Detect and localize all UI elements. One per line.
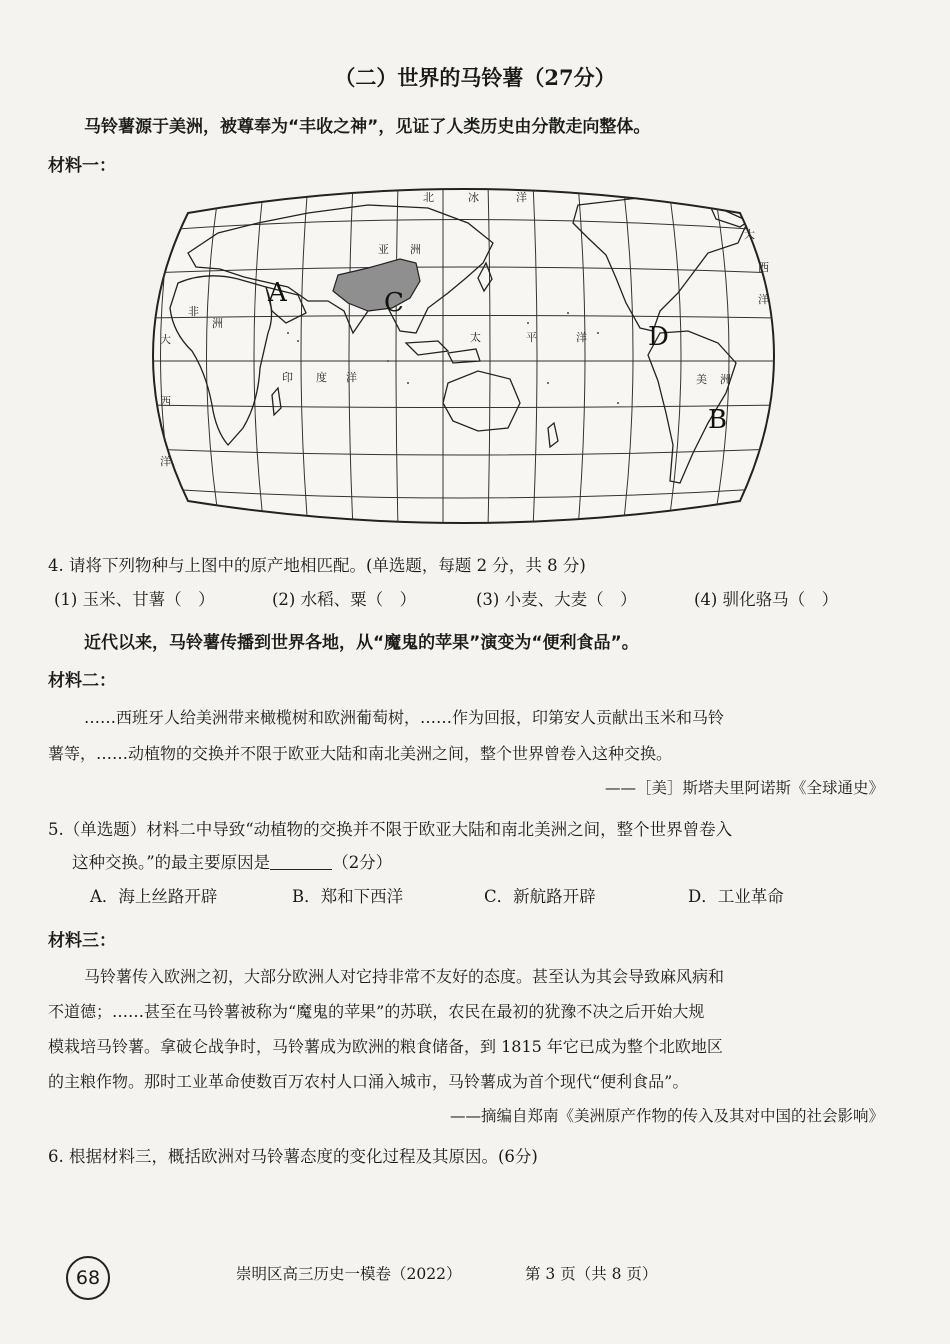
- world-map: [148, 183, 778, 528]
- section-title: （二）世界的马铃薯（27分）: [334, 65, 616, 90]
- map-char-zhou2: 洲: [720, 373, 731, 386]
- map-char-bei: 北: [423, 191, 434, 204]
- material2-source: ——［美］斯塔夫里阿诺斯《全球通史》: [604, 779, 884, 797]
- material3-label: 材料三：: [48, 931, 116, 951]
- map-label-b: B: [708, 405, 728, 435]
- q4-item-2: (2) 水稻、粟（ ）: [272, 590, 417, 609]
- material3-line1: 马铃薯传入欧洲之初，大部分欧洲人对它持非常不友好的态度。甚至认为其会导致麻风病和: [84, 967, 725, 986]
- map-char-yang4: 洋: [346, 371, 357, 384]
- map-char-da2: 大: [160, 333, 171, 346]
- q6-stem: 6. 根据材料三，概括欧洲对马铃薯态度的变化过程及其原因。(6分): [48, 1147, 538, 1166]
- map-char-tai: 太: [470, 331, 481, 344]
- map-char-xi2: 西: [160, 395, 171, 408]
- map-char-fei: 非: [188, 305, 199, 318]
- map-char-zhou3: 洲: [410, 243, 421, 256]
- q5-option-a: A．海上丝路开辟: [90, 887, 218, 906]
- q5-options: [90, 882, 784, 912]
- material3-line3: 模栽培马铃薯。拿破仑战争时，马铃薯成为欧洲的粮食储备，到 1815 年它已成为整个北欧地区: [48, 1037, 723, 1056]
- q4-items: [54, 585, 904, 615]
- map-char-yang5: 洋: [160, 455, 171, 468]
- intro-text: 马铃薯源于美洲，被尊奉为“丰收之神”，见证了人类历史由分散走向整体。: [84, 117, 651, 137]
- map-label-c: C: [384, 288, 404, 318]
- map-char-yang3: 洋: [576, 331, 587, 344]
- material1-label: 材料一：: [48, 156, 116, 176]
- map-char-xi1: 西: [758, 261, 769, 274]
- map-char-ping: 平: [526, 331, 537, 344]
- q4-item-3: (3) 小麦、大麦（ ）: [476, 590, 637, 609]
- map-char-yang1: 洋: [516, 191, 527, 204]
- q5-answer-blank[interactable]: [270, 851, 332, 870]
- q5-option-d: D．工业革命: [688, 887, 784, 906]
- q4-item-4: (4) 驯化骆马（ ）: [694, 590, 839, 609]
- q5-stem-part1: 这种交换。”的最主要原因是: [72, 853, 271, 872]
- map-char-ya: 亚: [378, 243, 389, 256]
- page-badge: 68: [66, 1256, 110, 1300]
- q5-option-b: B．郑和下西洋: [292, 887, 404, 906]
- map-label-a: A: [268, 278, 287, 308]
- transition-text: 近代以来，马铃薯传播到世界各地，从“魔鬼的苹果”演变为“便利食品”。: [84, 633, 639, 653]
- material3-line2: 不道德；……甚至在马铃薯被称为“魔鬼的苹果”的苏联，农民在最初的犹豫不决之后开始大规: [48, 1002, 705, 1021]
- q4-stem: 4. 请将下列物种与上图中的原产地相匹配。(单选题，每题 2 分，共 8 分): [48, 556, 586, 575]
- q5-stem-line2: [72, 848, 392, 878]
- material3-line4: 的主粮作物。那时工业革命使数百万农村人口涌入城市，马铃薯成为首个现代“便利食品”。: [48, 1072, 689, 1091]
- map-label-d: D: [648, 322, 669, 352]
- footer-exam: 崇明区高三历史一模卷（2022）: [236, 1265, 462, 1283]
- map-char-mei: 美: [696, 373, 707, 386]
- q5-score: （2分）: [332, 853, 393, 872]
- map-char-yang2: 洋: [758, 293, 769, 306]
- map-char-du: 度: [316, 371, 327, 384]
- material2-label: 材料二：: [48, 671, 116, 691]
- q5-stem-line1: 5.（单选题）材料二中导致“动植物的交换并不限于欧亚大陆和南北美洲之间，整个世界曾卷入: [48, 820, 733, 839]
- q4-item-1: (1) 玉米、甘薯（ ）: [54, 590, 215, 609]
- material2-line2: 薯等，……动植物的交换并不限于欧亚大陆和南北美洲之间，整个世界曾卷入这种交换。: [48, 744, 673, 763]
- q5-option-c: C．新航路开辟: [484, 887, 596, 906]
- map-char-bing: 冰: [468, 191, 479, 204]
- material2-line1: ……西班牙人给美洲带来橄榄树和欧洲葡萄树，……作为回报，印第安人贡献出玉米和马铃: [84, 708, 725, 727]
- map-char-yin: 印: [282, 371, 293, 384]
- footer-page: 第 3 页（共 8 页）: [525, 1265, 658, 1283]
- material3-source: ——摘编自郑南《美洲原产作物的传入及其对中国的社会影响》: [449, 1107, 884, 1125]
- map-char-zhou1: 洲: [212, 317, 223, 330]
- map-char-da1: 大: [744, 228, 755, 241]
